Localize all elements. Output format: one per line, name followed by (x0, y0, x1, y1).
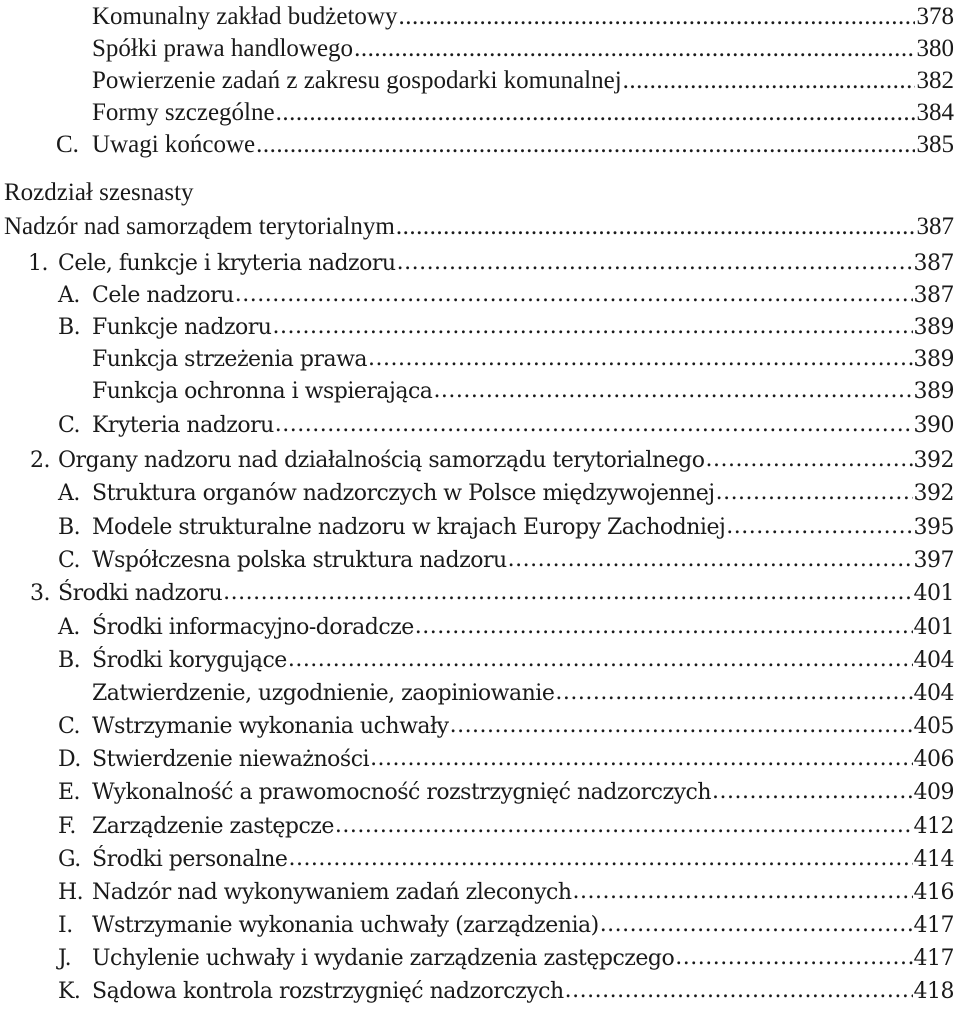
toc-leader (716, 481, 913, 505)
toc-entry-page: 392 (913, 480, 954, 506)
toc-entry-label: Stwierdzenie nieważności (92, 746, 370, 772)
chapter-heading (4, 176, 954, 210)
toc-entry (92, 374, 954, 408)
toc-entry-marker: B. (58, 647, 81, 673)
toc-entry (92, 342, 954, 376)
toc-entry-label: Nadzór nad samorządem terytorialnym (4, 213, 395, 240)
toc-leader (288, 847, 912, 871)
toc-entry (30, 443, 954, 477)
toc-entry-marker: A. (58, 614, 80, 640)
toc-entry-page: 404 (913, 647, 954, 673)
toc-entry-page: 389 (913, 346, 954, 372)
toc-entry-marker: 3. (30, 580, 50, 606)
toc-leader (508, 548, 913, 572)
toc-entry (58, 908, 954, 942)
toc-leader (235, 283, 913, 307)
toc-entry-label: Uchylenie uchwały i wydanie zarządzenia zastępczego (92, 945, 675, 971)
toc-entry-page: 416 (913, 879, 954, 905)
toc-entry-marker: D. (58, 746, 81, 772)
toc-entry-marker: C. (58, 547, 81, 573)
toc-entry-page: 418 (913, 978, 954, 1004)
toc-entry (58, 408, 954, 442)
toc-leader (555, 681, 912, 705)
toc-entry-label: Komunalny zakład budżetowy (92, 3, 398, 30)
toc-leader (433, 379, 912, 403)
toc-leader (396, 213, 915, 241)
toc-entry-marker: K. (58, 978, 81, 1004)
toc-leader (223, 581, 912, 605)
toc-entry (58, 775, 954, 809)
toc-leader (370, 747, 912, 771)
toc-entry-label: Sądowa kontrola rozstrzygnięć nadzorczych (92, 978, 564, 1004)
toc-entry-page: 401 (913, 614, 954, 640)
toc-entry-label: Powierzenie zadań z zakresu gospodarki komunalnej (92, 67, 622, 94)
toc-leader (397, 251, 913, 275)
toc-leader (415, 615, 913, 639)
toc-entry-label: Cele, funkcje i kryteria nadzoru (58, 250, 396, 276)
toc-leader (600, 913, 913, 937)
toc-entry-page: 380 (916, 35, 954, 62)
toc-entry-page: 417 (913, 945, 954, 971)
toc-entry-marker: C. (56, 131, 79, 158)
toc-entry-label: Środki personalne (92, 846, 288, 872)
toc-leader (675, 946, 912, 970)
toc-leader (712, 780, 912, 804)
toc-entry-marker: C. (58, 412, 81, 438)
toc-entry-label: Funkcje nadzoru (92, 314, 272, 340)
toc-entry-label: Cele nadzoru (92, 282, 234, 308)
toc-entry (58, 278, 954, 312)
toc-entry (4, 210, 954, 244)
toc-entry-label: Środki nadzoru (58, 580, 223, 606)
toc-leader (565, 979, 913, 1003)
toc-entry-page: 395 (913, 514, 954, 540)
toc-entry-page: 417 (913, 912, 954, 938)
toc-entry-marker: 2. (30, 447, 50, 473)
toc-entry-marker: B. (58, 314, 81, 340)
toc-entry-marker: F. (58, 813, 76, 839)
toc-entry-page: 385 (916, 131, 954, 158)
toc-entry (58, 543, 954, 577)
toc-entry-label: Modele strukturalne nadzoru w krajach Europy Zachodniej (92, 514, 726, 540)
toc-entry (92, 96, 954, 130)
toc-entry-page: 387 (913, 250, 954, 276)
toc-leader (288, 648, 913, 672)
toc-entry-label: Nadzór nad wykonywaniem zadań zleconych (92, 879, 572, 905)
toc-entry (58, 610, 954, 644)
toc-entry-label: Środki korygujące (92, 647, 287, 673)
toc-entry-page: 409 (913, 779, 954, 805)
toc-entry-marker: C. (58, 713, 81, 739)
toc-entry (58, 742, 954, 776)
toc-leader (726, 515, 912, 539)
toc-entry-page: 404 (913, 680, 954, 706)
toc-entry-page: 412 (913, 813, 954, 839)
toc-entry-page: 378 (916, 3, 954, 30)
toc-entry (58, 310, 954, 344)
toc-entry-page: 389 (913, 314, 954, 340)
toc-entry-label: Funkcja strzeżenia prawa (92, 346, 368, 372)
toc-entry-page: 405 (913, 713, 954, 739)
toc-entry-marker: G. (58, 846, 81, 872)
toc-entry (92, 0, 954, 34)
toc-leader (705, 448, 912, 472)
toc-entry (28, 246, 954, 280)
chapter-title: Rozdział szesnasty (4, 179, 194, 206)
toc-entry-label: Zarządzenie zastępcze (92, 813, 334, 839)
toc-leader (398, 3, 915, 31)
toc-leader (354, 35, 915, 63)
toc-entry-page: 384 (916, 99, 954, 126)
toc-leader (368, 347, 912, 371)
toc-entry-page: 397 (913, 547, 954, 573)
toc-entry-label: Struktura organów nadzorczych w Polsce międzywojennej (92, 480, 715, 506)
toc-entry-label: Wykonalność a prawomocność rozstrzygnięć nadzorczych (92, 779, 712, 805)
toc-entry-page: 390 (913, 412, 954, 438)
toc-entry (58, 941, 954, 975)
toc-entry (56, 128, 954, 162)
toc-entry (92, 64, 954, 98)
toc-entry-label: Kryteria nadzoru (92, 412, 274, 438)
toc-entry-page: 406 (913, 746, 954, 772)
toc-leader (256, 131, 915, 159)
toc-entry (92, 32, 954, 66)
toc-entry (58, 476, 954, 510)
toc-entry (30, 576, 954, 610)
toc-entry (58, 643, 954, 677)
toc-leader (275, 413, 913, 437)
toc-entry-marker: E. (58, 779, 81, 805)
toc-leader (623, 67, 915, 95)
toc-entry-label: Uwagi końcowe (92, 131, 256, 158)
toc-entry-page: 382 (916, 67, 954, 94)
toc-leader (276, 99, 915, 127)
toc-leader (450, 714, 913, 738)
toc-entry-page: 401 (913, 580, 954, 606)
toc-entry-marker: B. (58, 514, 81, 540)
toc-entry-marker: A. (58, 480, 80, 506)
toc-entry (58, 875, 954, 909)
toc-entry-label: Współczesna polska struktura nadzoru (92, 547, 507, 573)
toc-entry (58, 842, 954, 876)
toc-entry-label: Funkcja ochronna i wspierająca (92, 378, 433, 404)
toc-entry (58, 510, 954, 544)
toc-entry-label: Środki informacyjno-doradcze (92, 614, 414, 640)
toc-entry-marker: J. (58, 945, 72, 971)
toc-entry (58, 809, 954, 843)
toc-entry-page: 392 (913, 447, 954, 473)
toc-entry-marker: 1. (28, 250, 48, 276)
toc-entry-marker: I. (58, 912, 73, 938)
toc-leader (335, 814, 913, 838)
toc-entry-marker: A. (58, 282, 80, 308)
toc-entry-label: Zatwierdzenie, uzgodnienie, zaopiniowanie (92, 680, 555, 706)
toc-entry-label: Spółki prawa handlowego (92, 35, 354, 62)
toc-entry-page: 387 (913, 282, 954, 308)
toc-entry-marker: H. (58, 879, 84, 905)
toc-leader (573, 880, 913, 904)
toc-entry (58, 974, 954, 1008)
toc-entry-page: 387 (916, 213, 954, 240)
toc-entry-page: 414 (913, 846, 954, 872)
toc-entry-label: Formy szczególne (92, 99, 275, 126)
toc-leader (272, 315, 912, 339)
toc-entry (58, 709, 954, 743)
toc-entry-page: 389 (913, 378, 954, 404)
toc-entry (92, 676, 954, 710)
toc-entry-label: Wstrzymanie wykonania uchwały (92, 713, 449, 739)
toc-entry-label: Organy nadzoru nad działalnością samorządu terytorialnego (58, 447, 705, 473)
toc-entry-label: Wstrzymanie wykonania uchwały (zarządzenia) (92, 912, 599, 938)
